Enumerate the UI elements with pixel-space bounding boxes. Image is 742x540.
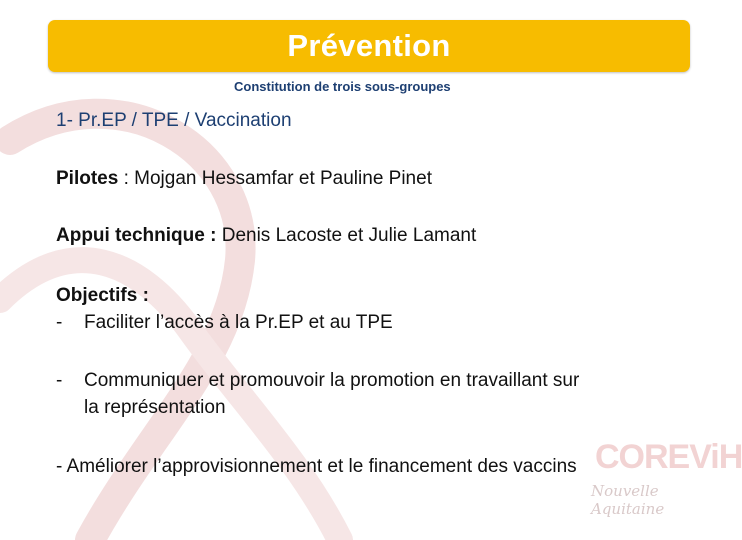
pilotes-label: Pilotes (56, 168, 119, 189)
objectif-item (56, 310, 393, 336)
pilotes-line (56, 166, 432, 192)
objectif-text: Communiquer et promouvoir la promotion en travaillant sur (84, 370, 580, 391)
pilotes-text: : Mojgan Hessamfar et Pauline Pinet (118, 168, 432, 189)
appui-label: Appui technique : (56, 225, 217, 246)
subtitle: Constitution de trois sous-groupes (234, 79, 451, 94)
section-heading: 1- Pr.EP / TPE / Vaccination (56, 110, 292, 131)
logo-wordmark: COREViH (595, 438, 742, 476)
appui-line (56, 223, 476, 249)
logo-script: Nouvelle Aquitaine (591, 482, 665, 518)
objectifs-label: Objectifs : (56, 285, 149, 306)
corevih-logo (585, 438, 742, 518)
page-title: Prévention (287, 28, 451, 63)
objectif-item (56, 368, 579, 394)
appui-text: Denis Lacoste et Julie Lamant (216, 225, 477, 246)
bullet-dash: - (56, 312, 63, 333)
title-banner (48, 20, 690, 72)
objectif-item-continuation: la représentation (84, 397, 226, 418)
objectif-item: - Améliorer l’approvisionnement et le financement des vaccins (56, 456, 577, 477)
bullet-dash: - (56, 370, 63, 391)
objectif-text: Faciliter l’accès à la Pr.EP et au TPE (84, 312, 393, 333)
